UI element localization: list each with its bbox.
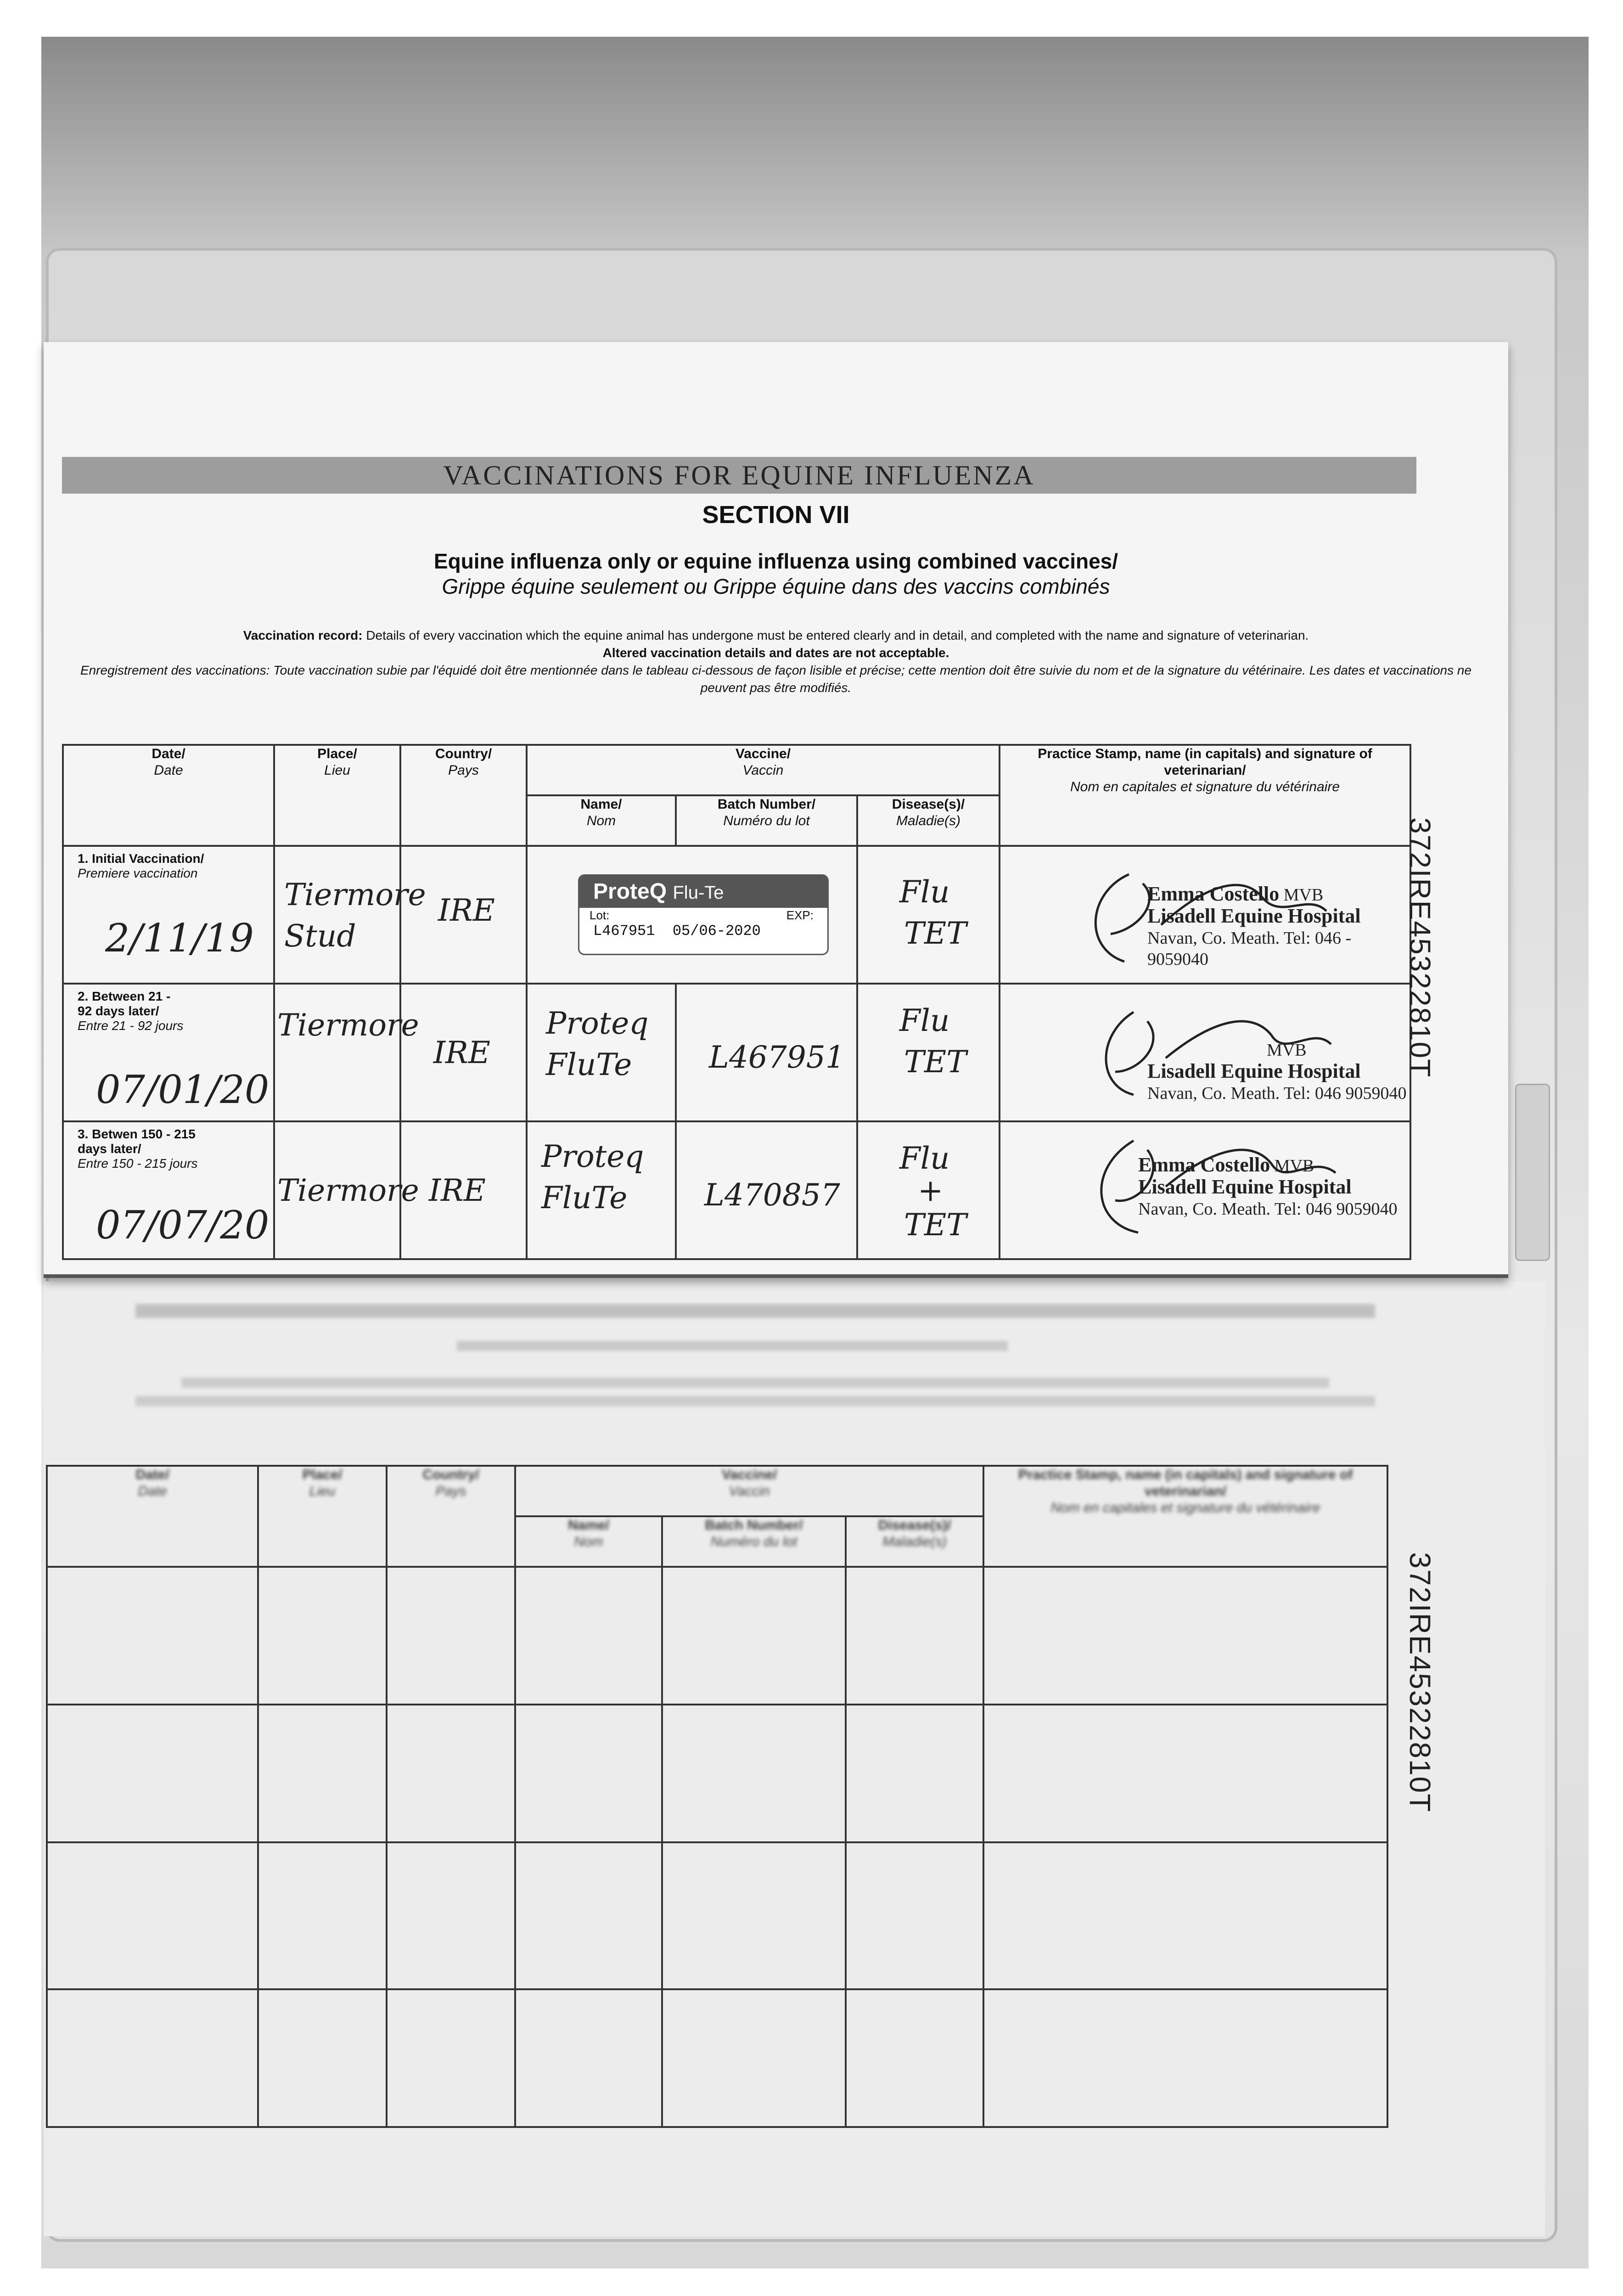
blurred-header-vaccine: Vaccine/ Vaccin — [515, 1466, 983, 1516]
stamp-address: Navan, Co. Meath. Tel: 046 - 9059040 — [1147, 929, 1352, 969]
row-label-fr: Entre 150 - 215 jours — [78, 1156, 198, 1171]
side-code-bottom: 372IRE45322810T — [1404, 1552, 1437, 1813]
blurred-text-line — [135, 1396, 1375, 1406]
sticker-lot: L467951 — [593, 923, 655, 940]
subtitle-english: Equine influenza only or equine influenza using combined vaccines/ — [433, 549, 1118, 573]
blurred-heading-bar — [135, 1304, 1375, 1318]
row3-disease-plus: + — [918, 1173, 943, 1208]
row1-stamp-cell — [1000, 846, 1410, 984]
note-label: Vaccination record: — [243, 628, 363, 642]
blurred-text-line — [181, 1378, 1329, 1388]
stamp-title: MVB — [1274, 1156, 1314, 1176]
sticker-exp-label: EXP: — [786, 908, 814, 922]
row3-country-cell — [400, 1121, 527, 1259]
row1-vaccine-label-cell — [527, 846, 857, 984]
subtitle-french: Grippe équine seulement ou Grippe équine dans des vaccins combinés — [442, 574, 1110, 598]
stamp-title: MVB — [1267, 1041, 1307, 1060]
row2-stamp-cell — [1000, 984, 1410, 1121]
table-row — [47, 1989, 1387, 2127]
row1-disease-1: Flu — [899, 874, 950, 910]
row3-date-cell — [63, 1121, 274, 1259]
row-label-fr: Premiere vaccination — [78, 866, 198, 880]
blurred-header-batch: Batch Number/ Numéro du lot — [662, 1516, 846, 1567]
header-stamp: Practice Stamp, name (in capitals) and signature of veterinarian/ Nom en capitales et signature du vétérinaire — [1000, 745, 1410, 846]
header-place: Place/ Lieu — [274, 745, 400, 846]
band-title: VACCINATIONS FOR EQUINE INFLUENZA — [443, 460, 1035, 490]
blurred-text-line — [457, 1341, 1008, 1351]
header-batch: Batch Number/ Numéro du lot — [676, 795, 857, 846]
table-row — [47, 1705, 1387, 1842]
header-date: Date/ Date — [63, 745, 274, 846]
row2-country: IRE — [433, 1035, 490, 1070]
side-code-top: 372IRE45322810T — [1404, 817, 1437, 1078]
row1-country: IRE — [438, 893, 495, 928]
row2-disease-1: Flu — [899, 1003, 950, 1038]
row3-disease-2: TET — [904, 1207, 967, 1243]
row2-date-cell — [63, 984, 274, 1121]
row2-vaccine-name: Proteq FluTe — [546, 1006, 649, 1082]
row3-disease-cell — [857, 1121, 1000, 1259]
row2-place: Tiermore — [277, 1007, 419, 1043]
row2-disease-cell — [857, 984, 1000, 1121]
row-label: 1. Initial Vaccination/ — [78, 851, 204, 866]
note-text: Details of every vaccination which the equine animal has undergone must be entered clearly and in detail, and completed with the name and signature of veterinarian. — [366, 628, 1309, 642]
note-french: Enregistrement des vaccinations: Toute vaccination subie par l'équidé doit être mentionnée dans le tableau ci-dessous de façon lisible et précise; cette mention doit être suivie du nom et de la signature du vétérinaire. Les dates et vaccinations ne peuvent pas être modifiés. — [80, 663, 1472, 695]
empty-vaccination-table — [46, 1465, 1388, 2128]
row2-place-cell — [274, 984, 419, 1121]
row1-disease-2: TET — [904, 916, 967, 951]
row3-stamp — [1138, 1154, 1397, 1220]
stamp-clinic: Lisadell Equine Hospital — [1147, 905, 1361, 927]
header-name: Name/ Nom — [527, 795, 676, 846]
sticker-exp: 05/06-2020 — [672, 923, 761, 940]
table-row — [63, 984, 1410, 1121]
blurred-header-stamp: Practice Stamp, name (in capitals) and signature of veterinarian/ Nom en capitales et signature du vétérinaire — [983, 1466, 1387, 1567]
stamp-address: Navan, Co. Meath. Tel: 046 9059040 — [1147, 1084, 1407, 1103]
sleeve-tab — [1515, 1084, 1550, 1261]
sticker-brand: ProteQ — [593, 879, 667, 904]
row2-disease-2: TET — [904, 1044, 967, 1080]
row2-batch-cell — [676, 984, 857, 1121]
table-row — [63, 1121, 1410, 1259]
row3-stamp-cell — [1000, 1121, 1410, 1259]
row-label-fr: Entre 21 - 92 jours — [78, 1019, 184, 1033]
row3-batch-cell — [676, 1121, 857, 1259]
sticker-lot-label: Lot: — [590, 908, 610, 922]
top-page — [44, 342, 1508, 1278]
row3-disease-1: Flu — [899, 1141, 950, 1176]
stamp-title: MVB — [1283, 885, 1324, 905]
row-label: 3. Betwen 150 - 215 days later/ — [78, 1127, 196, 1156]
blurred-header-name: Name/ Nom — [515, 1516, 662, 1567]
vaccination-note — [57, 627, 1494, 697]
bottom-page — [44, 1281, 1545, 2236]
row1-disease-cell — [857, 846, 1000, 984]
table-row — [47, 1567, 1387, 1705]
table-row — [63, 846, 1410, 984]
stamp-name: Emma Costello — [1138, 1154, 1270, 1176]
row2-batch: L467951 — [709, 1040, 845, 1075]
row2-stamp — [1147, 1040, 1406, 1104]
row3-country: IRE — [429, 1173, 486, 1208]
section-title: SECTION VII — [702, 501, 850, 529]
stamp-name: Emma Costello — [1147, 883, 1280, 905]
blurred-header-place: Place/ Lieu — [258, 1466, 387, 1567]
section-band — [62, 457, 1416, 494]
row2-date: 07/01/20 — [96, 1067, 270, 1112]
table-row — [47, 1842, 1387, 1989]
row2-country-cell — [400, 984, 527, 1121]
blurred-header-disease: Disease(s)/ Maladie(s) — [846, 1516, 983, 1567]
vaccine-sticker — [578, 874, 829, 955]
stamp-address: Navan, Co. Meath. Tel: 046 9059040 — [1138, 1199, 1398, 1219]
row1-country-cell — [400, 846, 527, 984]
header-disease: Disease(s)/ Maladie(s) — [857, 795, 1000, 846]
row1-place: Tiermore Stud — [284, 877, 426, 954]
sticker-product: Flu-Te — [673, 883, 724, 903]
row1-stamp — [1147, 884, 1410, 970]
header-country: Country/ Pays — [400, 745, 527, 846]
note-warning: Altered vaccination details and dates are not acceptable. — [602, 646, 949, 660]
row1-date-cell — [63, 846, 274, 984]
row3-name-cell — [527, 1121, 676, 1259]
row-label: 2. Between 21 - 92 days later/ — [78, 989, 171, 1018]
header-vaccine: Vaccine/ Vaccin — [527, 745, 1000, 795]
row3-date: 07/07/20 — [96, 1203, 270, 1248]
vaccination-table — [62, 744, 1411, 1260]
stamp-clinic: Lisadell Equine Hospital — [1147, 1060, 1361, 1082]
row3-vaccine-name: Proteq FluTe — [541, 1139, 644, 1216]
blurred-header-date: Date/ Date — [47, 1466, 258, 1567]
row1-date: 2/11/19 — [105, 916, 254, 961]
blurred-header-country: Country/ Pays — [387, 1466, 515, 1567]
row1-place-cell — [274, 846, 426, 984]
row3-place: Tiermore — [277, 1173, 419, 1208]
stamp-clinic: Lisadell Equine Hospital — [1138, 1176, 1352, 1198]
row3-place-cell — [274, 1121, 419, 1259]
row3-batch: L470857 — [704, 1177, 840, 1213]
row2-name-cell — [527, 984, 676, 1121]
